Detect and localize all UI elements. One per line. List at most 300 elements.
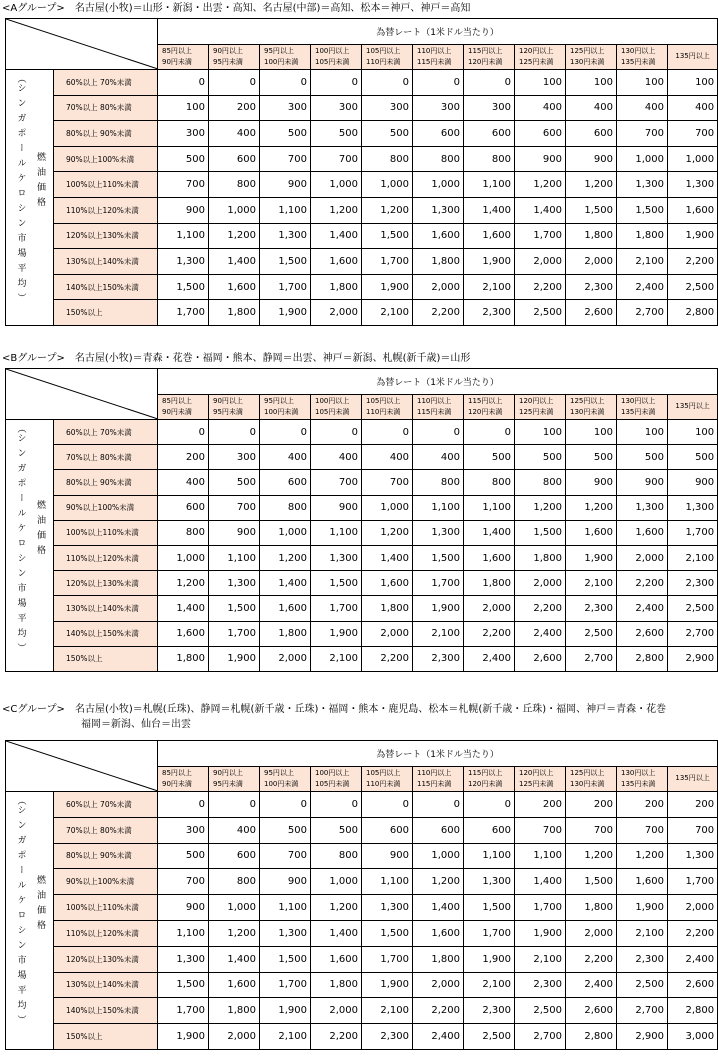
surcharge-value: 2,700 [668, 621, 718, 646]
surcharge-value: 300 [464, 95, 515, 121]
surcharge-value: 700 [668, 121, 718, 147]
price-band-label: 130%以上140%未満 [54, 249, 158, 275]
surcharge-value: 1,200 [362, 520, 413, 545]
surcharge-value: 2,700 [566, 646, 617, 671]
rate-to: 100円未満 [264, 779, 299, 788]
surcharge-value: 2,000 [362, 621, 413, 646]
surcharge-value: 1,500 [464, 895, 515, 921]
rate-column-header [362, 394, 413, 420]
rate-from: 125円以上 [570, 396, 605, 405]
fuel-price-side-label [6, 792, 54, 1050]
price-band-label: 100%以上110%未満 [54, 895, 158, 921]
rate-column-header [362, 44, 413, 70]
surcharge-value: 1,600 [209, 274, 260, 300]
surcharge-value: 500 [362, 121, 413, 147]
surcharge-value: 0 [158, 70, 209, 96]
rate-to: 130円未満 [570, 57, 605, 66]
price-band-label: 70%以上 80%未満 [54, 817, 158, 843]
surcharge-value: 1,900 [362, 972, 413, 998]
rate-column-header [260, 394, 311, 420]
surcharge-value: 1,200 [566, 495, 617, 520]
table-row [6, 920, 718, 946]
surcharge-value: 800 [464, 146, 515, 172]
surcharge-value: 1,800 [566, 895, 617, 921]
rate-column-header [668, 44, 718, 70]
surcharge-value: 2,100 [260, 1024, 311, 1050]
rate-from: 95円以上 [264, 46, 294, 55]
surcharge-value: 2,600 [668, 972, 718, 998]
surcharge-value: 1,000 [362, 495, 413, 520]
surcharge-value: 1,400 [209, 249, 260, 275]
surcharge-value: 1,600 [413, 223, 464, 249]
surcharge-value: 1,600 [260, 596, 311, 621]
surcharge-value: 400 [413, 445, 464, 470]
group-title-line [2, 351, 470, 366]
surcharge-value: 2,600 [566, 300, 617, 326]
surcharge-value: 2,000 [311, 998, 362, 1024]
surcharge-value: 0 [413, 420, 464, 445]
surcharge-value: 1,600 [311, 946, 362, 972]
surcharge-value: 500 [617, 445, 668, 470]
surcharge-value: 1,500 [362, 223, 413, 249]
surcharge-value: 1,000 [413, 172, 464, 198]
surcharge-value: 1,400 [515, 869, 566, 895]
surcharge-value: 0 [362, 792, 413, 818]
surcharge-value: 900 [158, 197, 209, 223]
surcharge-value: 2,200 [617, 571, 668, 596]
surcharge-value: 1,900 [158, 1024, 209, 1050]
surcharge-value: 1,600 [617, 869, 668, 895]
rate-from: 130円以上 [621, 396, 656, 405]
surcharge-value: 1,200 [566, 172, 617, 198]
surcharge-value: 1,400 [515, 197, 566, 223]
surcharge-value: 2,500 [464, 1024, 515, 1050]
surcharge-value: 0 [362, 70, 413, 96]
surcharge-value: 1,300 [668, 843, 718, 869]
surcharge-value: 1,600 [311, 249, 362, 275]
rate-from: 105円以上 [366, 396, 401, 405]
surcharge-value: 2,500 [566, 621, 617, 646]
rate-from: 90円以上 [213, 768, 243, 777]
surcharge-value: 1,200 [260, 545, 311, 570]
surcharge-value: 0 [209, 70, 260, 96]
surcharge-value: 2,400 [617, 274, 668, 300]
surcharge-value: 1,700 [260, 274, 311, 300]
rate-from: 120円以上 [519, 396, 554, 405]
rate-from: 130円以上 [621, 768, 656, 777]
surcharge-value: 2,300 [617, 946, 668, 972]
surcharge-value: 1,100 [158, 223, 209, 249]
surcharge-value: 700 [311, 470, 362, 495]
surcharge-value: 1,600 [464, 223, 515, 249]
surcharge-value: 0 [311, 792, 362, 818]
rate-to: 105円未満 [315, 57, 350, 66]
table-row [6, 792, 718, 818]
table-row [6, 571, 718, 596]
surcharge-value: 1,800 [464, 571, 515, 596]
surcharge-value: 1,300 [311, 545, 362, 570]
market-average-label [14, 74, 26, 302]
surcharge-value: 100 [515, 420, 566, 445]
surcharge-value: 0 [464, 70, 515, 96]
surcharge-value: 100 [617, 420, 668, 445]
surcharge-value: 2,200 [362, 646, 413, 671]
surcharge-value: 400 [260, 445, 311, 470]
price-band-label: 110%以上120%未満 [54, 545, 158, 570]
price-band-label: 120%以上130%未満 [54, 946, 158, 972]
surcharge-value: 2,100 [362, 300, 413, 326]
surcharge-value: 3,000 [668, 1024, 718, 1050]
surcharge-value: 2,200 [464, 621, 515, 646]
surcharge-value: 900 [158, 895, 209, 921]
rate-from: 85円以上 [162, 396, 192, 405]
surcharge-value: 400 [209, 121, 260, 147]
surcharge-value: 2,800 [617, 646, 668, 671]
rate-from: 110円以上 [417, 396, 452, 405]
rate-from: 100円以上 [315, 396, 350, 405]
price-band-label: 130%以上140%未満 [54, 972, 158, 998]
surcharge-value: 800 [464, 470, 515, 495]
rate-from: 90円以上 [213, 46, 243, 55]
surcharge-value: 2,100 [362, 998, 413, 1024]
rate-to: 100円未満 [264, 57, 299, 66]
surcharge-value: 1,200 [515, 172, 566, 198]
table-row [6, 300, 718, 326]
table-row [6, 172, 718, 198]
surcharge-value: 1,700 [668, 869, 718, 895]
surcharge-value: 2,200 [668, 249, 718, 275]
surcharge-value: 400 [515, 95, 566, 121]
surcharge-value: 1,900 [311, 621, 362, 646]
table-row [6, 621, 718, 646]
surcharge-value: 2,500 [617, 972, 668, 998]
surcharge-value: 2,300 [668, 571, 718, 596]
surcharge-value: 200 [158, 445, 209, 470]
surcharge-value: 600 [464, 121, 515, 147]
surcharge-value: 700 [158, 172, 209, 198]
surcharge-value: 900 [668, 470, 718, 495]
paren-close: ） [15, 1015, 26, 1024]
surcharge-value: 1,700 [413, 571, 464, 596]
surcharge-value: 900 [362, 843, 413, 869]
surcharge-value: 1,500 [158, 972, 209, 998]
surcharge-value: 200 [668, 792, 718, 818]
rate-column-header [311, 394, 362, 420]
surcharge-value: 300 [158, 121, 209, 147]
surcharge-value: 1,800 [260, 621, 311, 646]
surcharge-value: 2,500 [668, 274, 718, 300]
group-title [2, 351, 470, 366]
surcharge-value: 2,100 [464, 274, 515, 300]
market-average-text: シンガポールケロシン市場平均 [15, 83, 26, 293]
surcharge-value: 2,200 [413, 300, 464, 326]
surcharge-value: 1,600 [566, 520, 617, 545]
price-band-label: 60%以上 70%未満 [54, 420, 158, 445]
surcharge-value: 1,000 [311, 869, 362, 895]
surcharge-value: 2,000 [413, 274, 464, 300]
surcharge-value: 1,700 [515, 895, 566, 921]
surcharge-value: 600 [566, 121, 617, 147]
surcharge-value: 0 [362, 420, 413, 445]
rate-to: 135円未満 [621, 779, 656, 788]
rate-column-header [668, 394, 718, 420]
surcharge-value: 2,800 [566, 1024, 617, 1050]
surcharge-table [5, 740, 718, 1050]
surcharge-value: 500 [668, 445, 718, 470]
paren-open: （ [15, 796, 26, 805]
table-row [6, 445, 718, 470]
price-band-label: 100%以上110%未満 [54, 520, 158, 545]
surcharge-value: 2,300 [566, 596, 617, 621]
paren-close: ） [15, 643, 26, 652]
surcharge-value: 1,000 [209, 895, 260, 921]
surcharge-value: 600 [209, 843, 260, 869]
surcharge-value: 400 [209, 817, 260, 843]
table-row [6, 70, 718, 96]
rate-column-header [464, 394, 515, 420]
rate-column-header [566, 44, 617, 70]
surcharge-value: 800 [413, 470, 464, 495]
surcharge-value: 200 [566, 792, 617, 818]
surcharge-value: 1,200 [311, 895, 362, 921]
surcharge-value: 500 [158, 843, 209, 869]
group-routes-continued: 福岡＝新潟、仙台＝出雲 [81, 719, 191, 730]
surcharge-value: 800 [158, 520, 209, 545]
rate-column-header [158, 766, 209, 792]
rate-from: 120円以上 [519, 768, 554, 777]
price-band-label: 110%以上120%未満 [54, 920, 158, 946]
rate-title: 為替レート（1米ドル当たり） [158, 369, 718, 395]
surcharge-value: 1,300 [158, 249, 209, 275]
rate-from: 90円以上 [213, 396, 243, 405]
surcharge-value: 100 [668, 420, 718, 445]
corner-cell [6, 19, 158, 70]
surcharge-value: 0 [260, 70, 311, 96]
price-band-label: 90%以上100%未満 [54, 495, 158, 520]
surcharge-value: 0 [260, 792, 311, 818]
rate-title: 為替レート（1米ドル当たり） [158, 19, 718, 45]
surcharge-value: 2,000 [464, 596, 515, 621]
surcharge-value: 1,700 [515, 223, 566, 249]
surcharge-value: 2,000 [260, 646, 311, 671]
rate-to: 90円未満 [162, 57, 192, 66]
surcharge-value: 1,300 [158, 946, 209, 972]
surcharge-value: 2,000 [311, 300, 362, 326]
surcharge-table [5, 18, 718, 326]
market-average-label [14, 796, 26, 1024]
surcharge-value: 700 [617, 817, 668, 843]
surcharge-value: 500 [464, 445, 515, 470]
surcharge-value: 500 [311, 817, 362, 843]
fuel-price-label: 燃油価格 [35, 152, 45, 212]
surcharge-value: 500 [566, 445, 617, 470]
surcharge-value: 1,600 [464, 545, 515, 570]
table-row [6, 95, 718, 121]
surcharge-value: 1,900 [566, 545, 617, 570]
surcharge-value: 1,400 [464, 197, 515, 223]
group-routes: 名古屋(小牧)＝青森・花巻・福岡・熊本、静岡＝出雲、神戸＝新潟、札幌(新千歳)＝山形 [74, 353, 471, 364]
price-band-label: 150%以上 [54, 300, 158, 326]
surcharge-table [5, 368, 718, 672]
surcharge-value: 1,700 [209, 621, 260, 646]
surcharge-value: 700 [260, 146, 311, 172]
surcharge-value: 2,400 [464, 646, 515, 671]
surcharge-value: 700 [260, 843, 311, 869]
table-row [6, 470, 718, 495]
surcharge-value: 1,300 [362, 895, 413, 921]
rate-to: 120円未満 [468, 57, 503, 66]
surcharge-value: 1,000 [362, 172, 413, 198]
surcharge-value: 500 [260, 121, 311, 147]
surcharge-value: 200 [515, 792, 566, 818]
table-row [6, 596, 718, 621]
table-row [6, 274, 718, 300]
rate-to: 90円未満 [162, 779, 192, 788]
price-band-label: 90%以上100%未満 [54, 146, 158, 172]
surcharge-value: 700 [209, 495, 260, 520]
price-band-label: 80%以上 90%未満 [54, 470, 158, 495]
surcharge-value: 200 [209, 95, 260, 121]
surcharge-value: 2,200 [515, 596, 566, 621]
surcharge-value: 1,300 [617, 172, 668, 198]
price-band-label: 120%以上130%未満 [54, 223, 158, 249]
surcharge-value: 1,600 [668, 197, 718, 223]
surcharge-value: 1,500 [413, 545, 464, 570]
rate-to: 125円未満 [519, 407, 554, 416]
surcharge-value: 2,800 [668, 300, 718, 326]
surcharge-value: 300 [158, 817, 209, 843]
surcharge-value: 700 [311, 146, 362, 172]
surcharge-value: 1,300 [668, 172, 718, 198]
surcharge-value: 500 [311, 121, 362, 147]
surcharge-value: 1,400 [158, 596, 209, 621]
rate-from: 110円以上 [417, 768, 452, 777]
surcharge-value: 1,400 [209, 946, 260, 972]
surcharge-value: 600 [158, 495, 209, 520]
surcharge-value: 2,000 [515, 571, 566, 596]
price-band-label: 140%以上150%未満 [54, 274, 158, 300]
surcharge-value: 2,200 [566, 946, 617, 972]
surcharge-value: 2,200 [413, 998, 464, 1024]
rate-to: 95円未満 [213, 57, 243, 66]
rate-column-header [464, 766, 515, 792]
surcharge-value: 2,400 [668, 946, 718, 972]
surcharge-value: 300 [311, 95, 362, 121]
surcharge-value: 2,700 [617, 300, 668, 326]
surcharge-value: 2,700 [617, 998, 668, 1024]
surcharge-value: 1,100 [464, 495, 515, 520]
table-row [6, 121, 718, 147]
rate-column-header [668, 766, 718, 792]
surcharge-value: 1,000 [311, 172, 362, 198]
surcharge-value: 400 [566, 95, 617, 121]
surcharge-value: 1,000 [668, 146, 718, 172]
price-band-label: 150%以上 [54, 1024, 158, 1050]
surcharge-value: 1,400 [413, 895, 464, 921]
surcharge-value: 0 [413, 70, 464, 96]
table-row [6, 998, 718, 1024]
surcharge-value: 300 [362, 95, 413, 121]
rate-column-header [515, 44, 566, 70]
rate-from: 85円以上 [162, 46, 192, 55]
surcharge-value: 2,600 [515, 646, 566, 671]
surcharge-value: 800 [311, 843, 362, 869]
rate-column-header [413, 766, 464, 792]
rate-column-header [515, 394, 566, 420]
rate-column-header [209, 44, 260, 70]
surcharge-value: 1,700 [668, 520, 718, 545]
surcharge-value: 1,900 [260, 300, 311, 326]
surcharge-value: 1,900 [617, 895, 668, 921]
group-label: <Aグループ> [2, 3, 65, 14]
surcharge-value: 900 [311, 495, 362, 520]
surcharge-value: 0 [158, 792, 209, 818]
table-row [6, 197, 718, 223]
surcharge-value: 1,100 [515, 843, 566, 869]
surcharge-value: 1,800 [311, 274, 362, 300]
rate-to: 90円未満 [162, 407, 192, 416]
surcharge-value: 100 [158, 95, 209, 121]
rate-from: 135円以上 [675, 774, 710, 783]
surcharge-value: 2,400 [515, 621, 566, 646]
surcharge-value: 1,100 [311, 520, 362, 545]
rate-to: 95円未満 [213, 407, 243, 416]
surcharge-value: 400 [311, 445, 362, 470]
rate-to: 125円未満 [519, 57, 554, 66]
price-band-label: 80%以上 90%未満 [54, 843, 158, 869]
corner-cell [6, 369, 158, 420]
surcharge-value: 2,100 [311, 646, 362, 671]
surcharge-value: 1,800 [158, 646, 209, 671]
table-row [6, 545, 718, 570]
rate-from: 100円以上 [315, 46, 350, 55]
surcharge-value: 1,200 [515, 495, 566, 520]
table-row [6, 646, 718, 671]
price-band-label: 80%以上 90%未満 [54, 121, 158, 147]
table-row [6, 895, 718, 921]
surcharge-value: 1,600 [617, 520, 668, 545]
surcharge-value: 1,100 [158, 920, 209, 946]
surcharge-value: 1,800 [617, 223, 668, 249]
surcharge-value: 600 [209, 146, 260, 172]
surcharge-value: 0 [209, 792, 260, 818]
rate-to: 130円未満 [570, 407, 605, 416]
surcharge-value: 1,100 [464, 843, 515, 869]
surcharge-value: 700 [158, 869, 209, 895]
surcharge-value: 2,500 [515, 300, 566, 326]
surcharge-value: 2,300 [515, 972, 566, 998]
fuel-price-label: 燃油価格 [35, 875, 45, 935]
surcharge-value: 2,200 [515, 274, 566, 300]
market-average-label [14, 424, 26, 652]
surcharge-value: 1,500 [158, 274, 209, 300]
rate-column-header [158, 44, 209, 70]
surcharge-value: 2,000 [668, 895, 718, 921]
surcharge-value: 100 [617, 70, 668, 96]
surcharge-value: 600 [260, 470, 311, 495]
surcharge-value: 1,000 [158, 545, 209, 570]
surcharge-value: 1,400 [464, 520, 515, 545]
rate-column-header [617, 766, 668, 792]
surcharge-value: 600 [413, 817, 464, 843]
rate-column-header [515, 766, 566, 792]
rate-column-header [617, 44, 668, 70]
rate-to: 110円未満 [366, 57, 401, 66]
surcharge-value: 1,000 [260, 520, 311, 545]
surcharge-value: 1,300 [413, 197, 464, 223]
surcharge-value: 1,200 [209, 920, 260, 946]
surcharge-value: 1,500 [311, 571, 362, 596]
